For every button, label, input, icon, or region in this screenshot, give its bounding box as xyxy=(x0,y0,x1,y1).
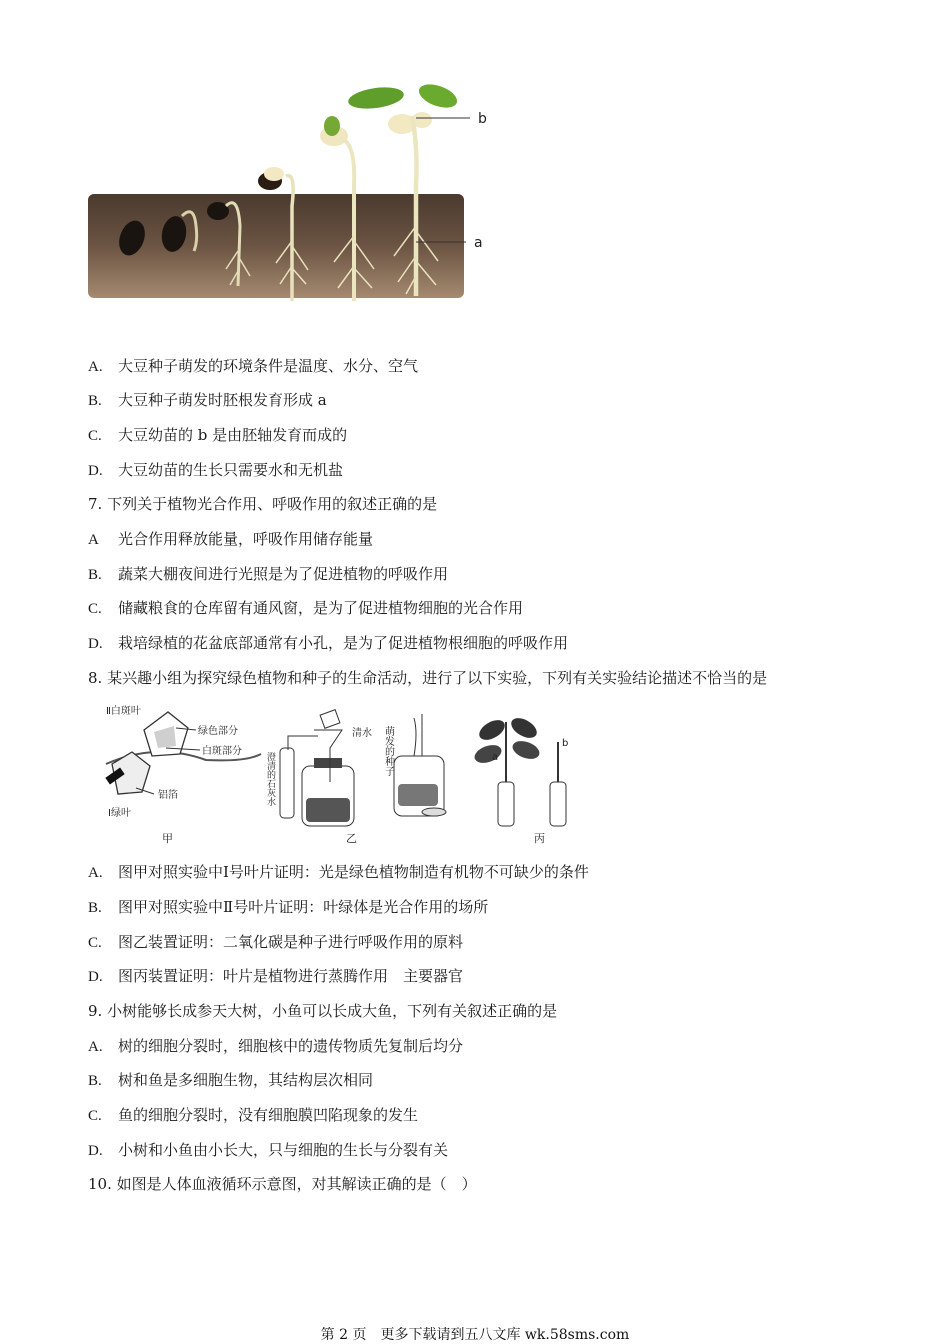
q7-option-d[interactable]: D. 栽培绿植的花盆底部通常有小孔，是为了促进植物根细胞的呼吸作用 xyxy=(88,634,569,652)
q8-option-c[interactable]: C. 图乙装置证明：二氧化碳是种子进行呼吸作用的原料 xyxy=(88,933,464,951)
q9-option-c[interactable]: C. 鱼的细胞分裂时，没有细胞膜凹陷现象的发生 xyxy=(88,1106,419,1124)
q7-stem: 7. 下列关于植物光合作用、呼吸作用的叙述正确的是 xyxy=(88,495,438,513)
svg-text:白斑部分: 白斑部分 xyxy=(202,746,242,757)
q6-option-b[interactable]: B. 大豆种子萌发时胚根发育形成 a xyxy=(88,391,327,409)
q6-option-d[interactable]: D. 大豆幼苗的生长只需要水和无机盐 xyxy=(88,461,344,479)
svg-text:绿色部分: 绿色部分 xyxy=(198,726,238,737)
q9-stem: 9. 小树能够长成参天大树，小鱼可以长成大鱼，下列有关叙述正确的是 xyxy=(88,1002,558,1020)
svg-text:b: b xyxy=(562,738,569,749)
page-footer: 第 2 页 更多下载请到五八文库 wk.58sms.com xyxy=(320,1327,630,1343)
q9-option-d[interactable]: D. 小树和小鱼由小长大，只与细胞的生长与分裂有关 xyxy=(88,1141,449,1159)
soybean-germination-figure xyxy=(86,76,506,304)
q9-option-b[interactable]: B. 树和鱼是多细胞生物，其结构层次相同 xyxy=(88,1071,374,1089)
soil xyxy=(88,194,464,298)
q8-option-a[interactable]: A. 图甲对照实验中Ⅰ号叶片证明：光是绿色植物制造有机物不可缺少的条件 xyxy=(88,863,589,881)
svg-text:Ⅱ白斑叶: Ⅱ白斑叶 xyxy=(106,706,141,717)
svg-text:铝箔: 铝箔 xyxy=(158,790,178,801)
q10-stem: 10. 如图是人体血液循环示意图，对其解读正确的是（ ） xyxy=(88,1175,477,1193)
q6-option-c[interactable]: C. 大豆幼苗的 b 是由胚轴发育而成的 xyxy=(88,426,348,444)
svg-text:甲: 甲 xyxy=(162,832,173,845)
q8-option-b[interactable]: B. 图甲对照实验中Ⅱ号叶片证明：叶绿体是光合作用的场所 xyxy=(88,898,489,916)
svg-text:丙: 丙 xyxy=(534,832,545,845)
figure-jia xyxy=(105,704,261,845)
svg-text:清水: 清水 xyxy=(352,728,372,739)
q8-experiment-figure xyxy=(96,702,616,848)
q7-option-b[interactable]: B. 蔬菜大棚夜间进行光照是为了促进植物的呼吸作用 xyxy=(88,565,449,583)
q6-option-a[interactable]: A. 大豆种子萌发的环境条件是温度、水分、空气 xyxy=(88,357,419,375)
q8-stem: 8. 某兴趣小组为探究绿色植物和种子的生命活动，进行了以下实验，下列有关实验结论描述不恰当的是 xyxy=(88,669,768,687)
figure-yi xyxy=(265,710,446,845)
q7-option-a[interactable]: A 光合作用释放能量，呼吸作用储存能量 xyxy=(88,530,374,548)
svg-text:Ⅰ绿叶: Ⅰ绿叶 xyxy=(108,808,131,819)
svg-text:乙: 乙 xyxy=(346,832,357,845)
svg-text:萌发的种子: 萌发的种子 xyxy=(382,726,394,776)
q8-option-d[interactable]: D. 图丙装置证明：叶片是植物进行蒸腾作用 主要器官 xyxy=(88,967,464,985)
label-a: a xyxy=(474,235,483,251)
label-b: b xyxy=(478,111,487,127)
svg-text:澄清的石灰水: 澄清的石灰水 xyxy=(265,752,275,806)
svg-text:a: a xyxy=(492,752,499,763)
q7-option-c[interactable]: C. 储藏粮食的仓库留有通风窗，是为了促进植物细胞的光合作用 xyxy=(88,599,524,617)
figure-bing xyxy=(472,714,568,845)
q9-option-a[interactable]: A. 树的细胞分裂时，细胞核中的遗传物质先复制后均分 xyxy=(88,1037,464,1055)
